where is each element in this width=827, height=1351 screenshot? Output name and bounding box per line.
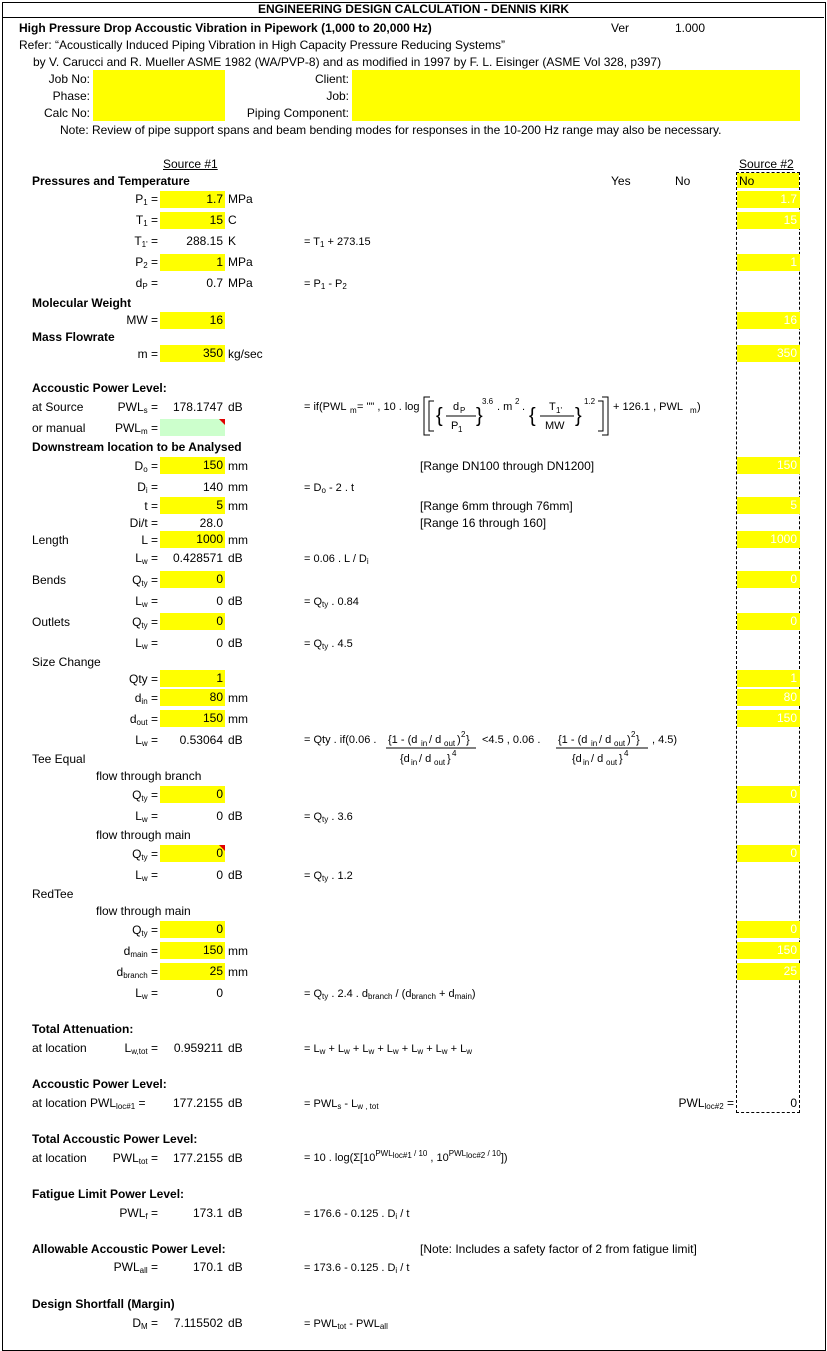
pwlm-input[interactable]	[160, 419, 225, 436]
size-qty-input[interactable]: 1	[160, 670, 225, 687]
lw-length-label: $L_w$ =	[135, 551, 158, 566]
red-qty-label: $Q_{ty}$ =	[132, 923, 158, 938]
red-qty-input[interactable]: 0	[160, 921, 225, 938]
source2-dout[interactable]: 150	[737, 710, 800, 727]
svg-text:MW: MW	[545, 420, 565, 432]
svg-text:}: }	[575, 405, 582, 427]
bends-label: Bends	[32, 573, 67, 587]
mw-input[interactable]: 16	[160, 312, 225, 329]
pwlloc1-formula: = $PWL_s - L_{w , tot}$	[304, 1098, 379, 1111]
do-input[interactable]: 150	[160, 457, 225, 474]
comment-marker-icon	[219, 419, 225, 425]
svg-text:out: out	[614, 739, 626, 748]
lw-tee-main-label: $L_w$ =	[135, 868, 158, 883]
svg-text:<4.5 , 0.06 .: <4.5 , 0.06 .	[482, 734, 541, 746]
pwlloc2-value: 0	[790, 1096, 797, 1110]
reference-title: Refer: “Acoustically Induced Piping Vibration in High Capacity Pressure Reducing Systems”	[19, 38, 506, 52]
svg-text:2: 2	[631, 730, 636, 739]
lw-red-value: 0	[216, 986, 223, 1000]
lw-length-unit: dB	[228, 551, 243, 565]
lw-tee-branch-formula: = $Q_{ty}$ . 3.6	[304, 811, 353, 824]
svg-text:{: {	[436, 405, 443, 427]
source1-header: Source #1	[163, 157, 218, 171]
reference-authors: by V. Carucci and R. Mueller ASME 1982 (WA/PVP-8) and as modified in 1997 by F. L. Eisinger (ASME Vol 328, p397)	[33, 55, 662, 69]
dm-formula: = $PWL_{tot} - PWL_{all}$	[304, 1318, 388, 1331]
svg-text:4: 4	[452, 749, 457, 758]
flow-branch-label: flow through branch	[96, 769, 202, 783]
lw-length-formula: = 0.06 . L / $D_i$	[304, 553, 369, 566]
at-location-label: at location	[32, 1041, 87, 1055]
lw-tee-main-unit: dB	[228, 868, 243, 882]
svg-text:/ d: / d	[419, 753, 432, 765]
pwls-unit: dB	[228, 400, 243, 414]
dmain-unit: mm	[228, 944, 248, 958]
p2-label: $P_2$ =	[135, 255, 158, 270]
lwtot-value: 0.959211	[173, 1041, 223, 1055]
svg-text:= if(PWL: = if(PWL	[304, 401, 347, 413]
svg-text:d: d	[453, 401, 460, 413]
svg-text:): )	[457, 734, 461, 746]
job-no-label: Job No:	[48, 72, 90, 86]
svg-text:P: P	[460, 406, 466, 415]
source2-qty[interactable]: 1	[737, 670, 800, 687]
section-allowable: Allowable Accoustic Power Level:	[32, 1242, 226, 1256]
p1-unit: MPa	[228, 192, 253, 206]
svg-text:}: }	[466, 734, 470, 746]
dbranch-unit: mm	[228, 965, 248, 979]
dout-unit: mm	[228, 712, 248, 726]
svg-text:P: P	[451, 420, 459, 432]
svg-text:in: in	[421, 739, 428, 748]
yes-label: Yes	[611, 174, 631, 188]
dm-label: $D_M$ =	[132, 1316, 158, 1331]
range-t-note: [Range 6mm through 76mm]	[420, 499, 573, 513]
review-note: Note: Review of pipe support spans and beam bending modes for responses in the 10-200 Hz range may also be necessary.	[60, 123, 722, 137]
comment-marker-icon	[219, 845, 225, 851]
lwtot-label: $L_{w,tot}$ =	[124, 1041, 158, 1056]
bends-qty-label: $Q_{ty}$ =	[132, 573, 158, 588]
dbranch-label: $d_{branch}$ =	[116, 965, 158, 980]
svg-text:{: {	[529, 405, 536, 427]
pwlall-formula: = 173.6 - 0.125 . $D_i$ / t	[304, 1262, 410, 1275]
svg-text:/ d: / d	[591, 753, 604, 765]
tee-main-input[interactable]: 0	[160, 845, 225, 862]
pwlf-value: 173.1	[192, 1206, 223, 1220]
source2-header: Source #2	[739, 157, 794, 171]
dmain-input[interactable]: 150	[160, 942, 225, 959]
safety-note: [Note: Includes a safety factor of 2 from fatigue limit]	[420, 1242, 697, 1256]
version-label: Ver	[611, 21, 630, 35]
do-label: $D_o$ =	[134, 459, 158, 474]
L-label: L =	[141, 533, 158, 547]
phase-label: Phase:	[52, 89, 90, 103]
svg-text:1.2: 1.2	[584, 397, 596, 406]
lw-tee-main-formula: = $Q_{ty}$ . 1.2	[304, 870, 353, 883]
m-label: m =	[137, 347, 158, 361]
dit-label: Di/t =	[129, 516, 158, 530]
svg-text:}: }	[619, 753, 623, 765]
svg-text:): )	[627, 734, 631, 746]
svg-text:): )	[697, 401, 701, 413]
lw-red-label: $L_w$ =	[135, 986, 158, 1001]
section-pressures: Pressures and Temperature	[32, 174, 190, 188]
svg-text:2: 2	[515, 397, 520, 406]
pwltot-formula: = 10 . $\log(\Sigma[10^{PWL_{loc\#1} / 10}$ , $10^{PWL_{loc\#2} / 10}$])	[304, 1149, 508, 1164]
range-dn-note: [Range DN100 through DN1200]	[420, 459, 595, 473]
dm-value: 7.115502	[173, 1316, 223, 1330]
pwltot-unit: dB	[228, 1151, 243, 1165]
svg-text:}: }	[447, 753, 451, 765]
lw-size-formula	[300, 728, 720, 770]
calc-title: High Pressure Drop Accoustic Vibration in Pipework (1,000 to 20,000 Hz)	[19, 21, 432, 35]
section-fatigue: Fatigue Limit Power Level:	[32, 1187, 185, 1201]
source2-bends[interactable]: 0	[737, 571, 800, 588]
lw-red-formula: = $Q_{ty}$ . 2.4 . $d_{branch} / (d_{branch} + d_{main})$	[304, 988, 476, 1001]
source2-m[interactable]: 350	[737, 345, 800, 362]
svg-text:/ d: / d	[599, 734, 612, 746]
source2-do[interactable]: 150	[737, 457, 800, 474]
pwlall-label: $PWL_{all}$ =	[113, 1260, 158, 1275]
svg-text:in: in	[583, 758, 590, 767]
pwlloc1-value: 177.2155	[172, 1096, 223, 1110]
lw-tee-main-value: 0	[216, 868, 223, 882]
source2-t1[interactable]: 15	[737, 212, 800, 229]
source2-tee-branch[interactable]: 0	[737, 786, 800, 803]
p1-input[interactable]: 1.7	[160, 191, 225, 208]
t1k-value: 288.15	[186, 234, 223, 248]
svg-text:out: out	[444, 739, 456, 748]
dp-value: 0.7	[206, 276, 223, 290]
size-change-label: Size Change	[32, 655, 101, 669]
range-dit-note: [Range 16 through 160]	[420, 516, 547, 530]
svg-text:.: .	[522, 401, 526, 413]
or-manual-label: or manual	[32, 421, 86, 435]
svg-text:+ 126.1 , PWL: + 126.1 , PWL	[613, 401, 684, 413]
svg-text:, 4.5): , 4.5)	[652, 734, 678, 746]
t1k-formula: = $T_1 + 273.15$	[304, 236, 371, 249]
source2-t[interactable]: 5	[737, 497, 800, 514]
pwlf-unit: dB	[228, 1206, 243, 1220]
pwls-value: 178.1747	[172, 400, 223, 414]
source2-tee-main[interactable]: 0	[737, 845, 800, 862]
din-label: $d_{in}$ =	[134, 691, 158, 706]
lw-length-value: 0.428571	[172, 551, 223, 565]
svg-text:2: 2	[461, 730, 466, 739]
source2-select-value: No	[739, 174, 755, 188]
dp-label: $d_P$ =	[135, 276, 158, 291]
source2-red-qty[interactable]: 0	[737, 921, 800, 938]
svg-text:/ d: / d	[429, 734, 442, 746]
svg-text:= Qty . if(0.06 .: = Qty . if(0.06 .	[304, 734, 377, 746]
pwlf-formula: = 176.6 - 0.125 . $D_i$ / t	[304, 1208, 410, 1221]
m-input[interactable]: 350	[160, 345, 225, 362]
section-total-acoustic-power: Total Accoustic Power Level:	[32, 1132, 198, 1146]
tee-branch-input[interactable]: 0	[160, 786, 225, 803]
pwlloc1-unit: dB	[228, 1096, 243, 1110]
t1-input[interactable]: 15	[160, 212, 225, 229]
svg-text:in: in	[591, 739, 598, 748]
svg-text:in: in	[411, 758, 418, 767]
pwls-formula	[300, 392, 720, 440]
at-location2-label: at location $PWL_{loc\#1}$ =	[32, 1096, 146, 1111]
svg-text:= "" , 10 . log: = "" , 10 . log	[357, 401, 420, 413]
pwltot-value: 177.2155	[172, 1151, 223, 1165]
lw-outlets-formula: = $Q_{ty}$ . 4.5	[304, 638, 353, 651]
svg-text:out: out	[434, 758, 446, 767]
lw-outlets-label: $L_w$ =	[135, 636, 158, 651]
di-label: $D_i$ =	[137, 480, 158, 495]
svg-text:m: m	[690, 406, 697, 415]
t-unit: mm	[228, 499, 248, 513]
svg-text:}: }	[476, 405, 483, 427]
outlets-input[interactable]: 0	[160, 613, 225, 630]
dbranch-input[interactable]: 25	[160, 963, 225, 980]
pwltot-label: $PWL_{tot}$ =	[112, 1151, 158, 1166]
pwlall-unit: dB	[228, 1260, 243, 1274]
source2-p2[interactable]: 1	[737, 254, 800, 271]
L-input[interactable]: 1000	[160, 531, 225, 548]
calc-no-label: Calc No:	[43, 106, 90, 120]
p2-unit: MPa	[228, 255, 253, 269]
di-formula: = $D_o - 2$ . t	[304, 482, 355, 495]
source2-mw[interactable]: 16	[737, 312, 800, 329]
redtee-label: RedTee	[32, 887, 74, 901]
t1-unit: C	[228, 213, 237, 227]
lw-bends-formula: = $Q_{ty}$ . 0.84	[304, 596, 359, 609]
din-unit: mm	[228, 691, 248, 705]
dout-label: $d_{out}$ =	[129, 712, 158, 727]
din-input[interactable]: 80	[160, 689, 225, 706]
svg-text:{d: {d	[400, 753, 410, 765]
pwlloc2-label: $PWL_{loc\#2}$ =	[678, 1096, 734, 1111]
pwlm-label: $PWL_m$ =	[114, 421, 158, 436]
job-label: Job:	[326, 89, 349, 103]
svg-text:{1 - (d: {1 - (d	[558, 734, 588, 746]
svg-text:{1 - (d: {1 - (d	[388, 734, 418, 746]
svg-text:. m: . m	[497, 401, 513, 413]
lw-bends-value: 0	[216, 594, 223, 608]
di-value: 140	[202, 480, 223, 494]
L-unit: mm	[228, 533, 248, 547]
svg-text:3.6: 3.6	[482, 397, 494, 406]
section-downstream: Downstream location to be Analysed	[32, 440, 242, 454]
dout-input[interactable]: 150	[160, 710, 225, 727]
job-info-input-right[interactable]	[352, 70, 800, 121]
no-label: No	[675, 174, 691, 188]
dp-formula: = $P_1 - P_2$	[304, 278, 347, 291]
do-unit: mm	[228, 459, 248, 473]
svg-text:4: 4	[624, 749, 629, 758]
outlets-label: Outlets	[32, 615, 71, 629]
title-rule	[2, 17, 824, 18]
lw-outlets-value: 0	[216, 636, 223, 650]
section-acoustic-power: Accoustic Power Level:	[32, 381, 167, 395]
source2-dbranch[interactable]: 25	[737, 963, 800, 980]
p1-label: $P_1$ =	[135, 192, 158, 207]
section-shortfall: Design Shortfall (Margin)	[32, 1297, 175, 1311]
source2-din[interactable]: 80	[737, 689, 800, 706]
p2-input[interactable]: 1	[160, 254, 225, 271]
size-qty-label: Qty =	[128, 672, 158, 686]
lw-size-unit: dB	[228, 733, 243, 747]
t-input[interactable]: 5	[160, 497, 225, 514]
at-source-label: at Source	[32, 400, 84, 414]
source2-p1[interactable]: 1.7	[737, 191, 800, 208]
outlets-qty-label: $Q_{ty}$ =	[132, 615, 158, 630]
di-unit: mm	[228, 480, 248, 494]
lwtot-formula: = $L_w + L_w + L_w + L_w + L_w + L_w + L_w$	[304, 1043, 473, 1056]
svg-text:out: out	[606, 758, 618, 767]
dp-unit: MPa	[228, 276, 253, 290]
dm-unit: dB	[228, 1316, 243, 1330]
dit-value: 28.0	[199, 516, 223, 530]
source2-L[interactable]: 1000	[737, 531, 800, 548]
t1k-label: $T_{1'}$ =	[134, 234, 158, 249]
svg-text:{d: {d	[572, 753, 582, 765]
section-mass-flow: Mass Flowrate	[32, 330, 115, 344]
length-label: Length	[32, 533, 69, 547]
tee-branch-qty-label: $Q_{ty}$ =	[132, 788, 158, 803]
svg-text:m: m	[350, 406, 357, 415]
section-molecular-weight: Molecular Weight	[32, 296, 132, 310]
lw-size-label: $L_w$ =	[135, 733, 158, 748]
pwlall-value: 170.1	[192, 1260, 223, 1274]
piping-component-label: Piping Component:	[246, 106, 349, 120]
pwls-label: $PWL_s$ =	[117, 400, 158, 415]
m-unit: kg/sec	[228, 347, 263, 361]
svg-text:1': 1'	[556, 406, 562, 415]
svg-text:T: T	[549, 401, 556, 413]
version-value: 1.000	[675, 21, 706, 35]
client-label: Client:	[314, 72, 349, 86]
lwtot-unit: dB	[228, 1041, 243, 1055]
flow-main2-label: flow through main	[96, 904, 191, 918]
lw-tee-branch-unit: dB	[228, 809, 243, 823]
svg-text:1: 1	[458, 425, 463, 434]
lw-tee-branch-value: 0	[216, 809, 223, 823]
page-title: ENGINEERING DESIGN CALCULATION - DENNIS KIRK	[257, 2, 570, 16]
t-label: t =	[144, 499, 158, 513]
section-total-attenuation: Total Attenuation:	[32, 1022, 134, 1036]
svg-text:}: }	[636, 734, 640, 746]
tee-equal-label: Tee Equal	[32, 752, 86, 766]
lw-outlets-unit: dB	[228, 636, 243, 650]
job-info-input-left[interactable]	[93, 70, 225, 121]
lw-bends-label: $L_w$ =	[135, 594, 158, 609]
at-location3-label: at location	[32, 1151, 87, 1165]
source2-dmain[interactable]: 150	[737, 942, 800, 959]
mw-label: MW =	[126, 313, 158, 327]
lw-size-value: 0.53064	[179, 733, 223, 747]
lw-tee-branch-label: $L_w$ =	[135, 809, 158, 824]
section-acoustic-power-location: Accoustic Power Level:	[32, 1077, 167, 1091]
bends-input[interactable]: 0	[160, 571, 225, 588]
lw-bends-unit: dB	[228, 594, 243, 608]
tee-main-qty-label: $Q_{ty}$ =	[132, 847, 158, 862]
t1k-unit: K	[228, 234, 237, 248]
flow-main-label: flow through main	[96, 828, 191, 842]
source2-outlets[interactable]: 0	[737, 613, 800, 630]
t1-label: $T_1$ =	[135, 213, 158, 228]
dmain-label: $d_{main}$ =	[123, 944, 158, 959]
pwlf-label: $PWL_f$ =	[119, 1206, 158, 1221]
